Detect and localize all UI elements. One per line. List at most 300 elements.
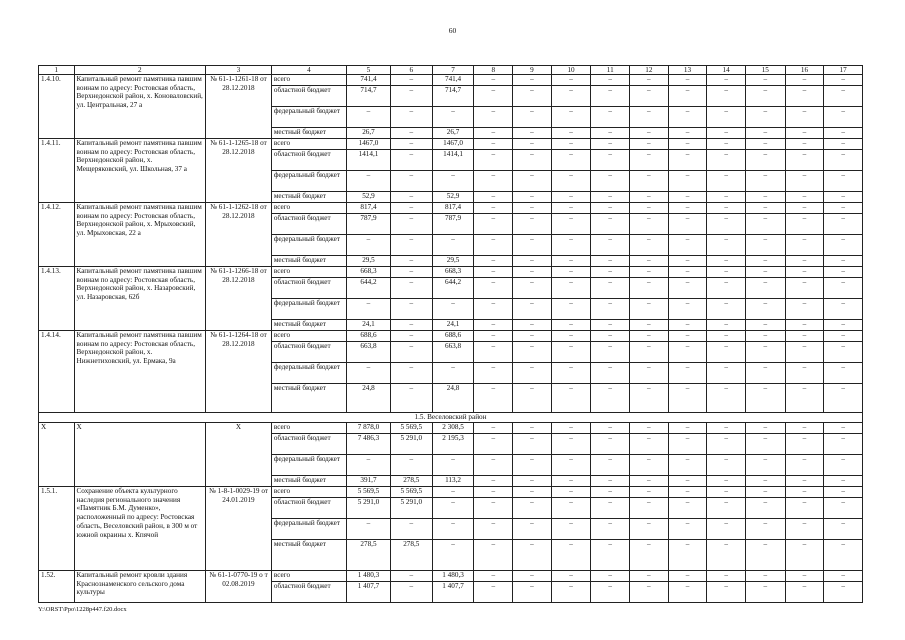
amount-cell: – — [630, 320, 669, 331]
amount-cell: – — [630, 476, 669, 487]
amount-cell: – — [824, 139, 863, 150]
amount-cell: – — [745, 299, 785, 320]
amount-cell: – — [513, 86, 552, 107]
amount-cell: – — [513, 128, 552, 139]
column-number: 9 — [513, 66, 552, 75]
amount-cell: – — [668, 203, 707, 214]
amount-cell: – — [785, 455, 824, 476]
amount-cell: – — [824, 256, 863, 267]
amount-cell: – — [432, 498, 474, 519]
funding-source: всего — [271, 331, 346, 342]
amount-cell: – — [630, 171, 669, 192]
amount-cell: – — [785, 434, 824, 455]
amount-cell: – — [745, 256, 785, 267]
amount-cell: – — [513, 171, 552, 192]
funding-source: всего — [271, 487, 346, 498]
amount-cell: – — [551, 128, 591, 139]
amount-cell: – — [785, 214, 824, 235]
amount-cell: – — [824, 498, 863, 519]
amount-cell: – — [630, 299, 669, 320]
amount-cell: – — [668, 434, 707, 455]
amount-cell: 5 291,0 — [390, 498, 432, 519]
amount-cell: – — [390, 299, 432, 320]
amount-cell: – — [551, 139, 591, 150]
amount-cell: – — [707, 86, 746, 107]
amount-cell: – — [390, 267, 432, 278]
amount-cell: 741,4 — [347, 75, 391, 86]
column-number: 11 — [591, 66, 630, 75]
amount-cell: – — [513, 423, 552, 434]
funding-source: областной бюджет — [271, 278, 346, 299]
amount-cell: – — [513, 75, 552, 86]
amount-cell: – — [824, 320, 863, 331]
amount-cell: – — [630, 107, 669, 128]
amount-cell: – — [474, 476, 513, 487]
amount-cell: – — [390, 128, 432, 139]
amount-cell: – — [745, 498, 785, 519]
amount-cell: – — [745, 107, 785, 128]
amount-cell: 663,8 — [347, 342, 391, 363]
amount-cell: – — [474, 487, 513, 498]
amount-cell: – — [745, 139, 785, 150]
column-number: 16 — [785, 66, 824, 75]
amount-cell: – — [390, 278, 432, 299]
amount-cell: – — [668, 214, 707, 235]
amount-cell: – — [785, 423, 824, 434]
amount-cell: – — [785, 192, 824, 203]
funding-source: областной бюджет — [271, 498, 346, 519]
amount-cell: – — [707, 498, 746, 519]
amount-cell: – — [513, 363, 552, 384]
amount-cell: – — [474, 455, 513, 476]
amount-cell: – — [551, 519, 591, 540]
amount-cell: – — [390, 86, 432, 107]
item-document: № 61-1-1264-18 от 28.12.2018 — [206, 331, 272, 413]
amount-cell: – — [630, 519, 669, 540]
amount-cell: – — [707, 519, 746, 540]
amount-cell: – — [551, 582, 591, 603]
amount-cell: – — [474, 139, 513, 150]
amount-cell: – — [668, 267, 707, 278]
amount-cell: – — [824, 384, 863, 413]
amount-cell: – — [630, 331, 669, 342]
amount-cell: – — [745, 203, 785, 214]
amount-cell: – — [668, 582, 707, 603]
amount-cell: – — [513, 299, 552, 320]
amount-cell: – — [474, 86, 513, 107]
amount-cell: – — [707, 267, 746, 278]
amount-cell: – — [630, 540, 669, 571]
amount-cell: – — [668, 86, 707, 107]
amount-cell: – — [824, 107, 863, 128]
amount-cell: – — [630, 150, 669, 171]
amount-cell: – — [551, 256, 591, 267]
amount-cell: – — [745, 540, 785, 571]
amount-cell: – — [551, 235, 591, 256]
amount-cell: – — [745, 487, 785, 498]
amount-cell: – — [474, 519, 513, 540]
amount-cell: – — [390, 342, 432, 363]
amount-cell: – — [630, 235, 669, 256]
amount-cell: – — [474, 320, 513, 331]
item-document: № 61-1-1265-18 от 28.12.2018 — [206, 139, 272, 203]
amount-cell: – — [551, 363, 591, 384]
amount-cell: – — [707, 363, 746, 384]
amount-cell: – — [824, 342, 863, 363]
amount-cell: – — [824, 455, 863, 476]
item-number: Х — [39, 423, 75, 487]
amount-cell: – — [785, 582, 824, 603]
amount-cell: – — [668, 476, 707, 487]
amount-cell: – — [745, 476, 785, 487]
amount-cell: – — [785, 476, 824, 487]
amount-cell: – — [785, 540, 824, 571]
amount-cell: – — [390, 582, 432, 603]
column-number: 17 — [824, 66, 863, 75]
amount-cell: – — [513, 498, 552, 519]
amount-cell: – — [745, 342, 785, 363]
amount-cell: – — [474, 150, 513, 171]
amount-cell: – — [474, 171, 513, 192]
amount-cell: – — [745, 455, 785, 476]
amount-cell: – — [824, 571, 863, 582]
amount-cell: – — [824, 278, 863, 299]
amount-cell: – — [824, 331, 863, 342]
amount-cell: – — [668, 342, 707, 363]
amount-cell: – — [591, 434, 630, 455]
amount-cell: – — [707, 192, 746, 203]
funding-source: всего — [271, 267, 346, 278]
funding-source: федеральный бюджет — [271, 171, 346, 192]
amount-cell: 644,2 — [432, 278, 474, 299]
amount-cell: – — [824, 363, 863, 384]
amount-cell: – — [668, 107, 707, 128]
amount-cell: – — [551, 540, 591, 571]
amount-cell: – — [551, 342, 591, 363]
amount-cell: – — [513, 571, 552, 582]
amount-cell: – — [707, 487, 746, 498]
amount-cell: – — [668, 299, 707, 320]
amount-cell: – — [824, 423, 863, 434]
amount-cell: – — [707, 75, 746, 86]
amount-cell: – — [551, 75, 591, 86]
amount-cell: – — [551, 423, 591, 434]
item-document: № 1-8-1-0029-19 от 24.01.2019 — [206, 487, 272, 571]
amount-cell: 24,1 — [432, 320, 474, 331]
amount-cell: – — [745, 423, 785, 434]
amount-cell: 5 291,0 — [347, 498, 391, 519]
amount-cell: – — [551, 203, 591, 214]
amount-cell: – — [785, 278, 824, 299]
table-row — [39, 75, 863, 86]
amount-cell: – — [707, 107, 746, 128]
amount-cell: – — [390, 235, 432, 256]
column-number: 13 — [668, 66, 707, 75]
item-number: 1.5.1. — [39, 487, 75, 571]
amount-cell: – — [668, 75, 707, 86]
amount-cell: – — [513, 476, 552, 487]
amount-cell: – — [591, 75, 630, 86]
amount-cell: 668,3 — [347, 267, 391, 278]
amount-cell: – — [551, 331, 591, 342]
amount-cell: – — [630, 571, 669, 582]
funding-source: областной бюджет — [271, 434, 346, 455]
amount-cell: – — [474, 267, 513, 278]
column-number: 15 — [745, 66, 785, 75]
district-title: 1.5. Веселовский район — [39, 413, 863, 423]
table-row — [39, 203, 863, 214]
amount-cell: – — [785, 498, 824, 519]
amount-cell: – — [513, 235, 552, 256]
amount-cell: – — [591, 487, 630, 498]
amount-cell: – — [347, 235, 391, 256]
amount-cell: – — [551, 171, 591, 192]
amount-cell: – — [432, 171, 474, 192]
amount-cell: – — [591, 384, 630, 413]
amount-cell: – — [630, 256, 669, 267]
amount-cell: – — [630, 342, 669, 363]
amount-cell: – — [390, 384, 432, 413]
amount-cell: – — [630, 192, 669, 203]
amount-cell: – — [707, 299, 746, 320]
amount-cell: – — [591, 107, 630, 128]
amount-cell: – — [551, 476, 591, 487]
amount-cell: 1 480,3 — [347, 571, 391, 582]
amount-cell: – — [474, 582, 513, 603]
amount-cell: – — [824, 214, 863, 235]
item-name: Капитальный ремонт памятника павшим воинам по адресу: Ростовская область, Верхнедонской район, х. Мещеряковский, ул. Школьная, 37 а — [74, 139, 206, 203]
funding-source: местный бюджет — [271, 192, 346, 203]
amount-cell: – — [551, 455, 591, 476]
amount-cell: – — [513, 150, 552, 171]
amount-cell: – — [785, 107, 824, 128]
amount-cell: – — [390, 256, 432, 267]
table-row — [39, 423, 863, 434]
amount-cell: 817,4 — [432, 203, 474, 214]
amount-cell: 663,8 — [432, 342, 474, 363]
amount-cell: – — [474, 540, 513, 571]
amount-cell: – — [785, 171, 824, 192]
column-number: 14 — [707, 66, 746, 75]
funding-source: федеральный бюджет — [271, 455, 346, 476]
funding-source: всего — [271, 423, 346, 434]
amount-cell: – — [707, 203, 746, 214]
amount-cell: – — [591, 320, 630, 331]
amount-cell: – — [551, 214, 591, 235]
amount-cell: – — [630, 267, 669, 278]
amount-cell: – — [390, 192, 432, 203]
funding-source: областной бюджет — [271, 582, 346, 603]
amount-cell: – — [824, 150, 863, 171]
amount-cell: 5 569,5 — [390, 423, 432, 434]
amount-cell: 113,2 — [432, 476, 474, 487]
funding-source: федеральный бюджет — [271, 235, 346, 256]
amount-cell: – — [551, 86, 591, 107]
amount-cell: – — [668, 331, 707, 342]
funding-source: местный бюджет — [271, 540, 346, 571]
amount-cell: – — [668, 363, 707, 384]
amount-cell: – — [551, 107, 591, 128]
amount-cell: – — [513, 540, 552, 571]
amount-cell: – — [551, 487, 591, 498]
amount-cell: – — [668, 384, 707, 413]
amount-cell: 714,7 — [347, 86, 391, 107]
amount-cell: – — [668, 150, 707, 171]
amount-cell: – — [707, 331, 746, 342]
amount-cell: 26,7 — [432, 128, 474, 139]
amount-cell: – — [745, 150, 785, 171]
amount-cell: – — [432, 299, 474, 320]
amount-cell: – — [513, 320, 552, 331]
amount-cell: – — [630, 498, 669, 519]
funding-source: федеральный бюджет — [271, 519, 346, 540]
amount-cell: – — [551, 278, 591, 299]
amount-cell: – — [432, 363, 474, 384]
amount-cell: – — [630, 128, 669, 139]
page-number: 60 — [448, 26, 457, 35]
amount-cell: – — [785, 86, 824, 107]
item-document: № 61-1-1262-18 от 28.12.2018 — [206, 203, 272, 267]
amount-cell: – — [513, 384, 552, 413]
amount-cell: 1467,0 — [347, 139, 391, 150]
amount-cell: – — [591, 540, 630, 571]
amount-cell: – — [591, 519, 630, 540]
amount-cell: – — [390, 455, 432, 476]
amount-cell: – — [707, 171, 746, 192]
amount-cell: – — [745, 571, 785, 582]
funding-source: местный бюджет — [271, 476, 346, 487]
amount-cell: 278,5 — [347, 540, 391, 571]
amount-cell: – — [347, 171, 391, 192]
amount-cell: – — [513, 214, 552, 235]
amount-cell: – — [707, 139, 746, 150]
amount-cell: – — [707, 342, 746, 363]
amount-cell: 1414,1 — [347, 150, 391, 171]
amount-cell: – — [591, 498, 630, 519]
amount-cell: – — [551, 320, 591, 331]
amount-cell: – — [591, 342, 630, 363]
amount-cell: – — [474, 75, 513, 86]
amount-cell: – — [474, 434, 513, 455]
amount-cell: 29,5 — [347, 256, 391, 267]
item-name: Капитальный ремонт памятника павшим воинам по адресу: Ростовская область, Верхнедонской район, х. Мрыховский, ул. Мрыховская, 22 а — [74, 203, 206, 267]
amount-cell: – — [551, 150, 591, 171]
amount-cell: – — [824, 235, 863, 256]
amount-cell: – — [390, 363, 432, 384]
amount-cell: – — [591, 86, 630, 107]
amount-cell: – — [668, 320, 707, 331]
amount-cell: 278,5 — [390, 476, 432, 487]
amount-cell: – — [785, 519, 824, 540]
amount-cell: – — [474, 256, 513, 267]
amount-cell: – — [668, 128, 707, 139]
amount-cell: – — [474, 107, 513, 128]
amount-cell: – — [390, 75, 432, 86]
amount-cell: 24,8 — [432, 384, 474, 413]
amount-cell: – — [824, 171, 863, 192]
amount-cell: – — [347, 455, 391, 476]
amount-cell: – — [591, 278, 630, 299]
amount-cell: – — [630, 203, 669, 214]
amount-cell: 688,6 — [347, 331, 391, 342]
amount-cell: – — [551, 299, 591, 320]
column-number: 1 — [39, 66, 75, 75]
item-number: 1.4.11. — [39, 139, 75, 203]
column-number: 8 — [474, 66, 513, 75]
amount-cell: – — [668, 139, 707, 150]
amount-cell: – — [707, 128, 746, 139]
amount-cell: 5 569,5 — [347, 487, 391, 498]
amount-cell: – — [432, 455, 474, 476]
table-row — [39, 487, 863, 498]
amount-cell: – — [630, 434, 669, 455]
amount-cell: – — [474, 299, 513, 320]
amount-cell: – — [824, 519, 863, 540]
amount-cell: – — [513, 455, 552, 476]
amount-cell: – — [785, 203, 824, 214]
column-number: 2 — [74, 66, 206, 75]
amount-cell: – — [785, 342, 824, 363]
column-number: 4 — [271, 66, 346, 75]
amount-cell: – — [785, 139, 824, 150]
amount-cell: – — [474, 192, 513, 203]
funding-source: федеральный бюджет — [271, 107, 346, 128]
amount-cell: – — [707, 214, 746, 235]
amount-cell: – — [551, 384, 591, 413]
amount-cell: – — [707, 235, 746, 256]
amount-cell: – — [591, 171, 630, 192]
amount-cell: – — [474, 571, 513, 582]
amount-cell: – — [347, 519, 391, 540]
amount-cell: – — [785, 487, 824, 498]
amount-cell: – — [668, 540, 707, 571]
amount-cell: – — [707, 278, 746, 299]
amount-cell: – — [551, 498, 591, 519]
amount-cell: 714,7 — [432, 86, 474, 107]
amount-cell: – — [785, 299, 824, 320]
table-row — [39, 331, 863, 342]
amount-cell: – — [668, 423, 707, 434]
amount-cell: – — [668, 192, 707, 203]
amount-cell: – — [668, 171, 707, 192]
column-number: 3 — [206, 66, 272, 75]
amount-cell: 52,9 — [347, 192, 391, 203]
amount-cell: – — [630, 278, 669, 299]
amount-cell: – — [513, 203, 552, 214]
amount-cell: – — [390, 203, 432, 214]
funding-source: всего — [271, 75, 346, 86]
amount-cell: – — [513, 331, 552, 342]
amount-cell: – — [591, 192, 630, 203]
amount-cell: – — [513, 582, 552, 603]
amount-cell: – — [630, 139, 669, 150]
amount-cell: 1 407,7 — [347, 582, 391, 603]
amount-cell: – — [785, 363, 824, 384]
amount-cell: – — [591, 476, 630, 487]
table-row — [39, 571, 863, 582]
amount-cell: – — [745, 582, 785, 603]
amount-cell: – — [630, 384, 669, 413]
amount-cell: 52,9 — [432, 192, 474, 203]
amount-cell: – — [390, 331, 432, 342]
amount-cell: – — [745, 128, 785, 139]
amount-cell: – — [513, 487, 552, 498]
amount-cell: – — [513, 192, 552, 203]
amount-cell: – — [785, 331, 824, 342]
funding-source: областной бюджет — [271, 86, 346, 107]
item-name: Капитальный ремонт кровли здания Краснознаменского сельского дома культуры — [74, 571, 206, 603]
amount-cell: 391,7 — [347, 476, 391, 487]
